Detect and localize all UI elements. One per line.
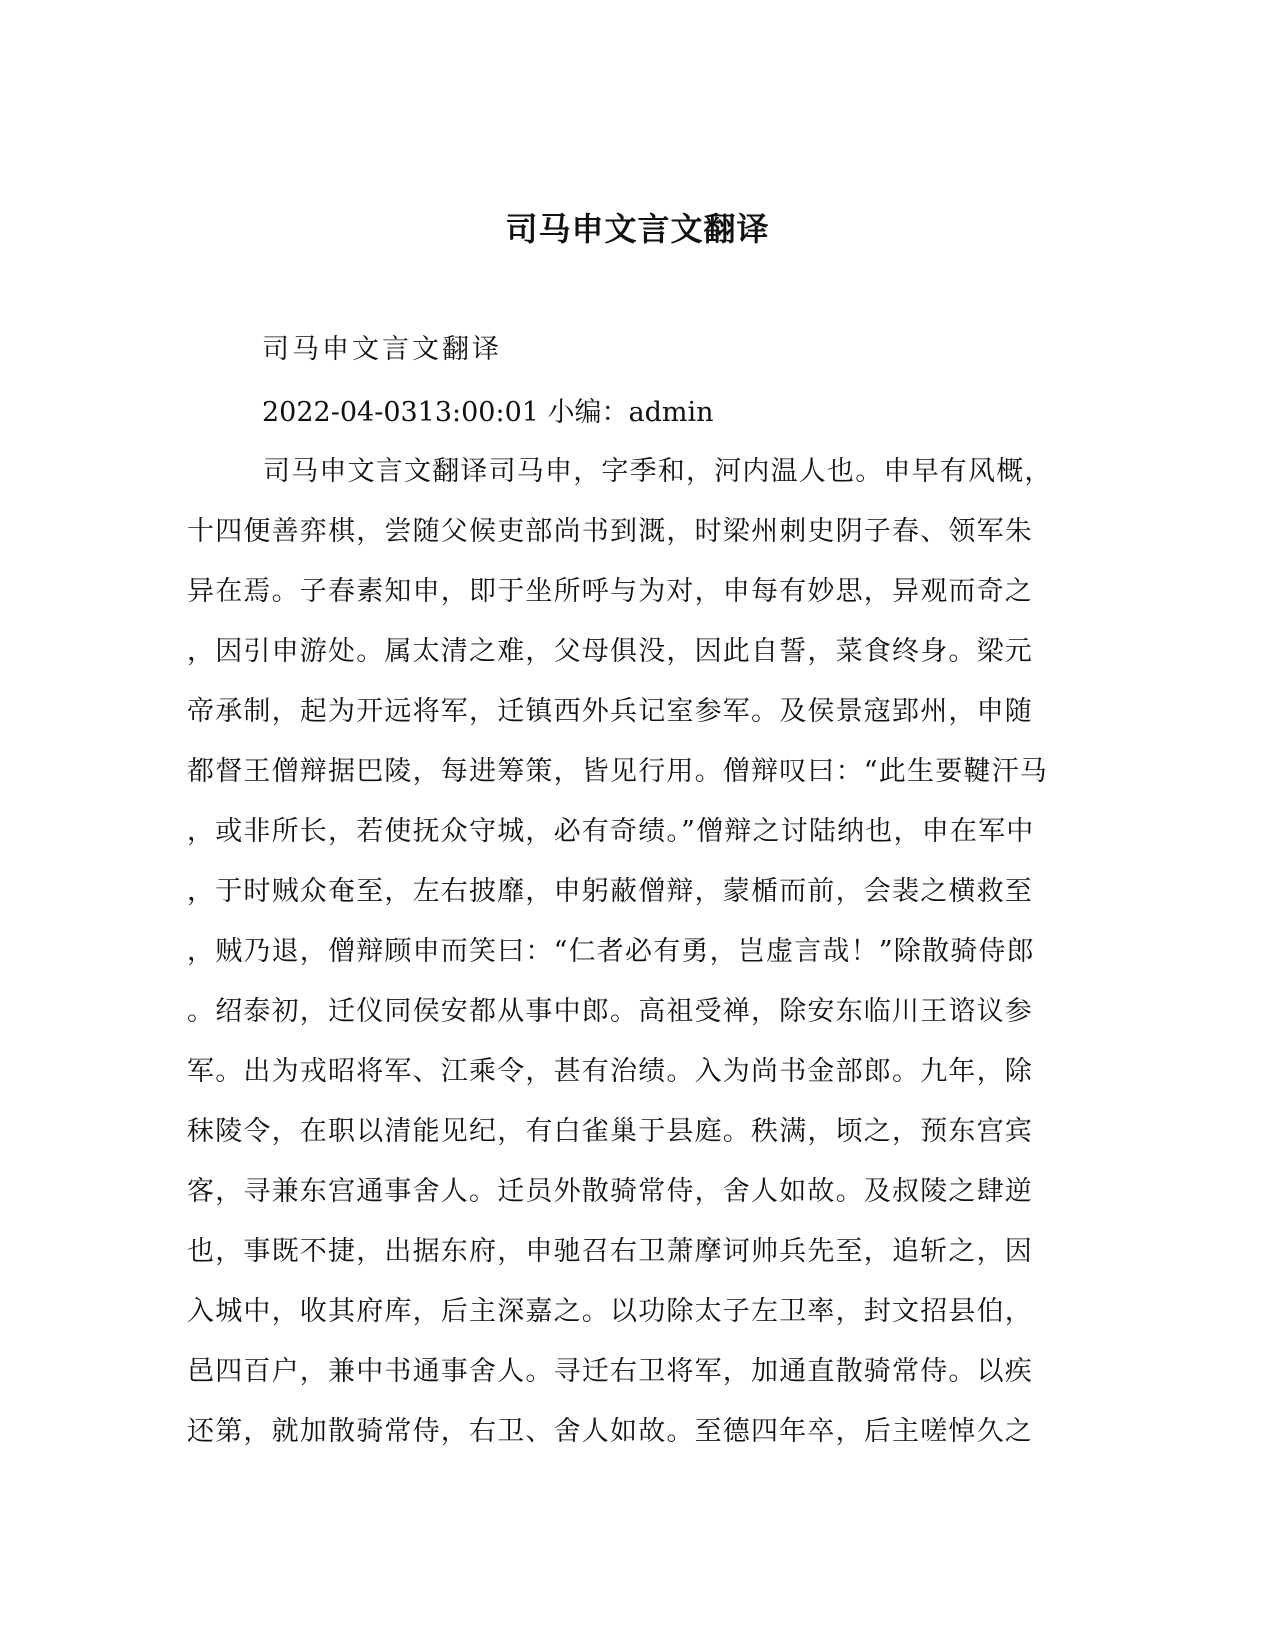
paragraph-line: 司马申文言文翻译司马申，字季和，河内温人也。申早有风概， [263, 456, 1053, 487]
paragraph-line: ，或非所长，若使抚众守城，必有奇绩。”僧辩之讨陆纳也，申在军中 [187, 816, 1035, 847]
paragraph-line: 邑四百户，兼中书通事舍人。寻迁右卫将军，加通直散骑常侍。以疾 [187, 1356, 1033, 1387]
document-title: 司马申文言文翻译 [505, 210, 770, 248]
paragraph-line: ，因引申游处。属太清之难，父母俱没，因此自誓，菜食终身。梁元 [187, 636, 1033, 667]
paragraph-line: 都督王僧辩据巴陵，每进筹策，皆见行用。僧辩叹曰：“此生要鞬汗马 [187, 756, 1049, 787]
paragraph-line: 秣陵令，在职以清能见纪，有白雀巢于县庭。秩满，顷之，预东宫宾 [187, 1116, 1033, 1147]
paragraph-line: ，于时贼众奄至，左右披靡，申躬蔽僧辩，蒙楯而前，会裴之横救至 [187, 876, 1033, 907]
document-subtitle: 司马申文言文翻译 [262, 334, 502, 365]
body-paragraph [187, 452, 1067, 1472]
paragraph-line: 十四便善弈棋，尝随父候吏部尚书到溉，时梁州刺史阴子春、领军朱 [187, 516, 1033, 547]
paragraph-line: 入城中，收其府库，后主深嘉之。以功除太子左卫率，封文招县伯， [187, 1296, 1033, 1327]
paragraph-line: 军。出为戎昭将军、江乘令，甚有治绩。入为尚书金部郎。九年，除 [187, 1056, 1033, 1087]
paragraph-line: 帝承制，起为开远将军，迁镇西外兵记室参军。及侯景寇郢州，申随 [187, 696, 1033, 727]
paragraph-line: 。绍泰初，迁仪同侯安都从事中郎。高祖受禅，除安东临川王谘议参 [187, 996, 1033, 1027]
paragraph-line: ，贼乃退，僧辩顾申而笑曰：“仁者必有勇，岂虚言哉！”除散骑侍郎 [187, 936, 1035, 967]
paragraph-line: 还第，就加散骑常侍，右卫、舍人如故。至德四年卒，后主嗟悼久之 [187, 1416, 1033, 1447]
publish-meta-line: 2022-04-0313:00:01 小编：admin [262, 397, 714, 428]
paragraph-line: 也，事既不捷，出据东府，申驰召右卫萧摩诃帅兵先至，追斩之，因 [187, 1236, 1033, 1267]
paragraph-line: 客，寻兼东宫通事舍人。迁员外散骑常侍，舍人如故。及叔陵之肆逆 [187, 1176, 1033, 1207]
paragraph-line: 异在焉。子春素知申，即于坐所呼与为对，申每有妙思，异观而奇之 [187, 576, 1033, 607]
